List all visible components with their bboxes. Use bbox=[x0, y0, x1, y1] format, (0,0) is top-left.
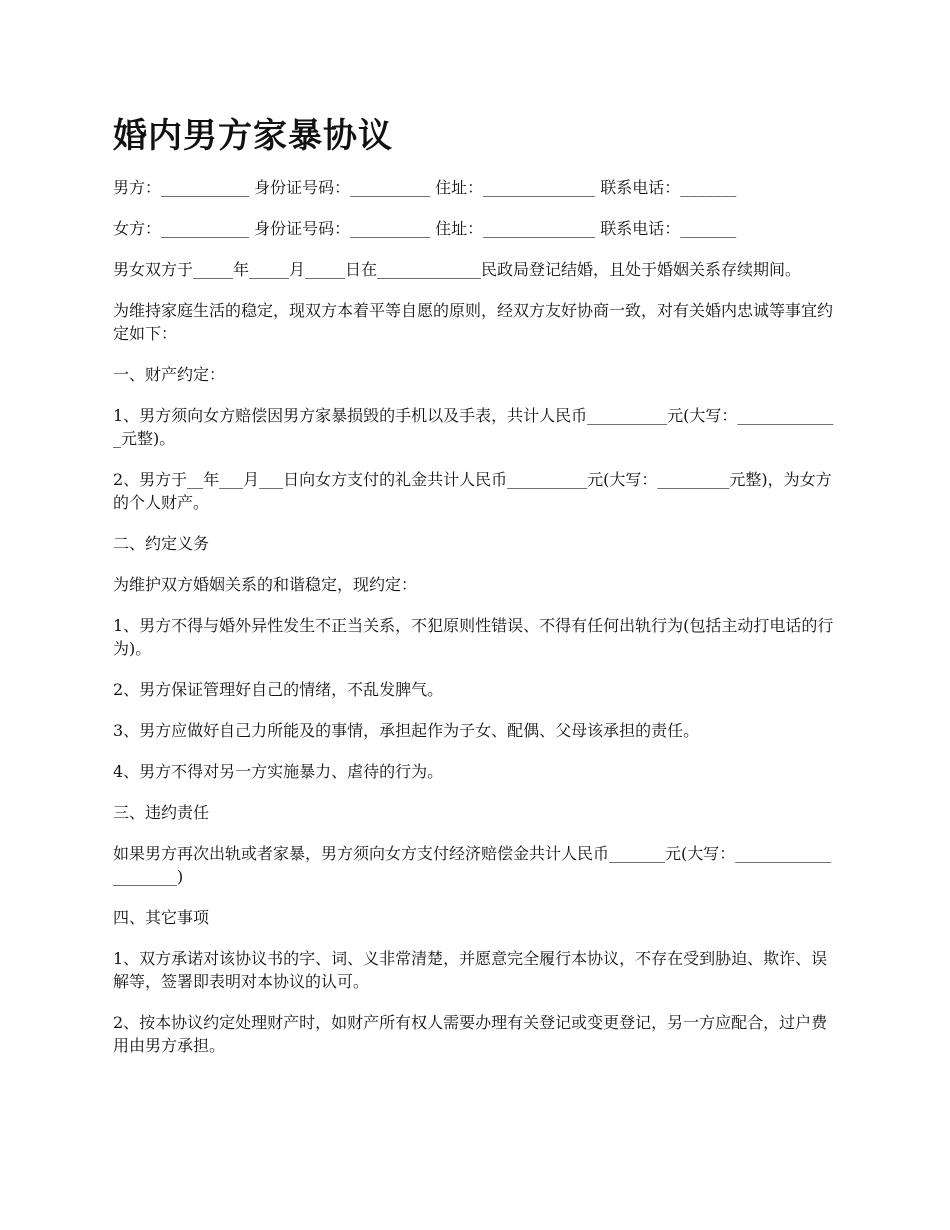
section-heading-liability: 三、违约责任 bbox=[113, 803, 210, 822]
liability-clause: 如果男方再次出轨或者家暴，男方须向女方支付经济赔偿金共计人民币_______元(大写：____________________) bbox=[113, 844, 832, 886]
document-title: 婚内男方家暴协议 bbox=[113, 116, 393, 156]
husband-info-line: 男方：___________ 身份证号码：__________ 住址：______________ 联系电话：_______ bbox=[113, 178, 737, 197]
wife-info-line: 女方：___________ 身份证号码：__________ 住址：______________ 联系电话：_______ bbox=[113, 219, 737, 238]
section-heading-other: 四、其它事项 bbox=[113, 908, 210, 927]
obligation-clause-1: 1、男方不得与婚外异性发生不正当关系，不犯原则性错误、不得有任何出轨行为(包括主动打电话的行为)。 bbox=[113, 616, 834, 658]
property-clause-2: 2、男方于__年___月___日向女方支付的礼金共计人民币__________元(大写：_________元整)，为女方的个人财产。 bbox=[113, 470, 832, 512]
property-clause-1: 1、男方须向女方赔偿因男方家暴损毁的手机以及手表，共计人民币__________元(大写：_____________元整)。 bbox=[113, 406, 834, 448]
section-heading-property: 一、财产约定： bbox=[113, 365, 226, 384]
obligation-clause-4: 4、男方不得对另一方实施暴力、虐待的行为。 bbox=[113, 762, 444, 781]
obligation-clause-3: 3、男方应做好自己力所能及的事情，承担起作为子女、配偶、父母该承担的责任。 bbox=[113, 721, 700, 740]
other-clause-2: 2、按本协议约定处理财产时，如财产所有权人需要办理有关登记或变更登记，另一方应配合，过户费用由男方承担。 bbox=[113, 1013, 828, 1055]
other-clause-1: 1、双方承诺对该协议书的字、词、义非常清楚，并愿意完全履行本协议，不存在受到胁迫、欺诈、误解等，签署即表明对本协议的认可。 bbox=[113, 949, 828, 991]
obligation-clause-2: 2、男方保证管理好自己的情绪，不乱发脾气。 bbox=[113, 680, 444, 699]
marriage-registration-paragraph: 男女双方于_____年_____月_____日在_____________民政局登记结婚，且处于婚姻关系存续期间。 bbox=[113, 260, 802, 279]
document-page bbox=[113, 112, 839, 1075]
obligations-intro: 为维护双方婚姻关系的和谐稳定，现约定： bbox=[113, 575, 418, 594]
preamble-paragraph: 为维持家庭生活的稳定，现双方本着平等自愿的原则，经双方友好协商一致，对有关婚内忠诚等事宜约定如下： bbox=[113, 301, 834, 343]
section-heading-obligations: 二、约定义务 bbox=[113, 534, 210, 553]
